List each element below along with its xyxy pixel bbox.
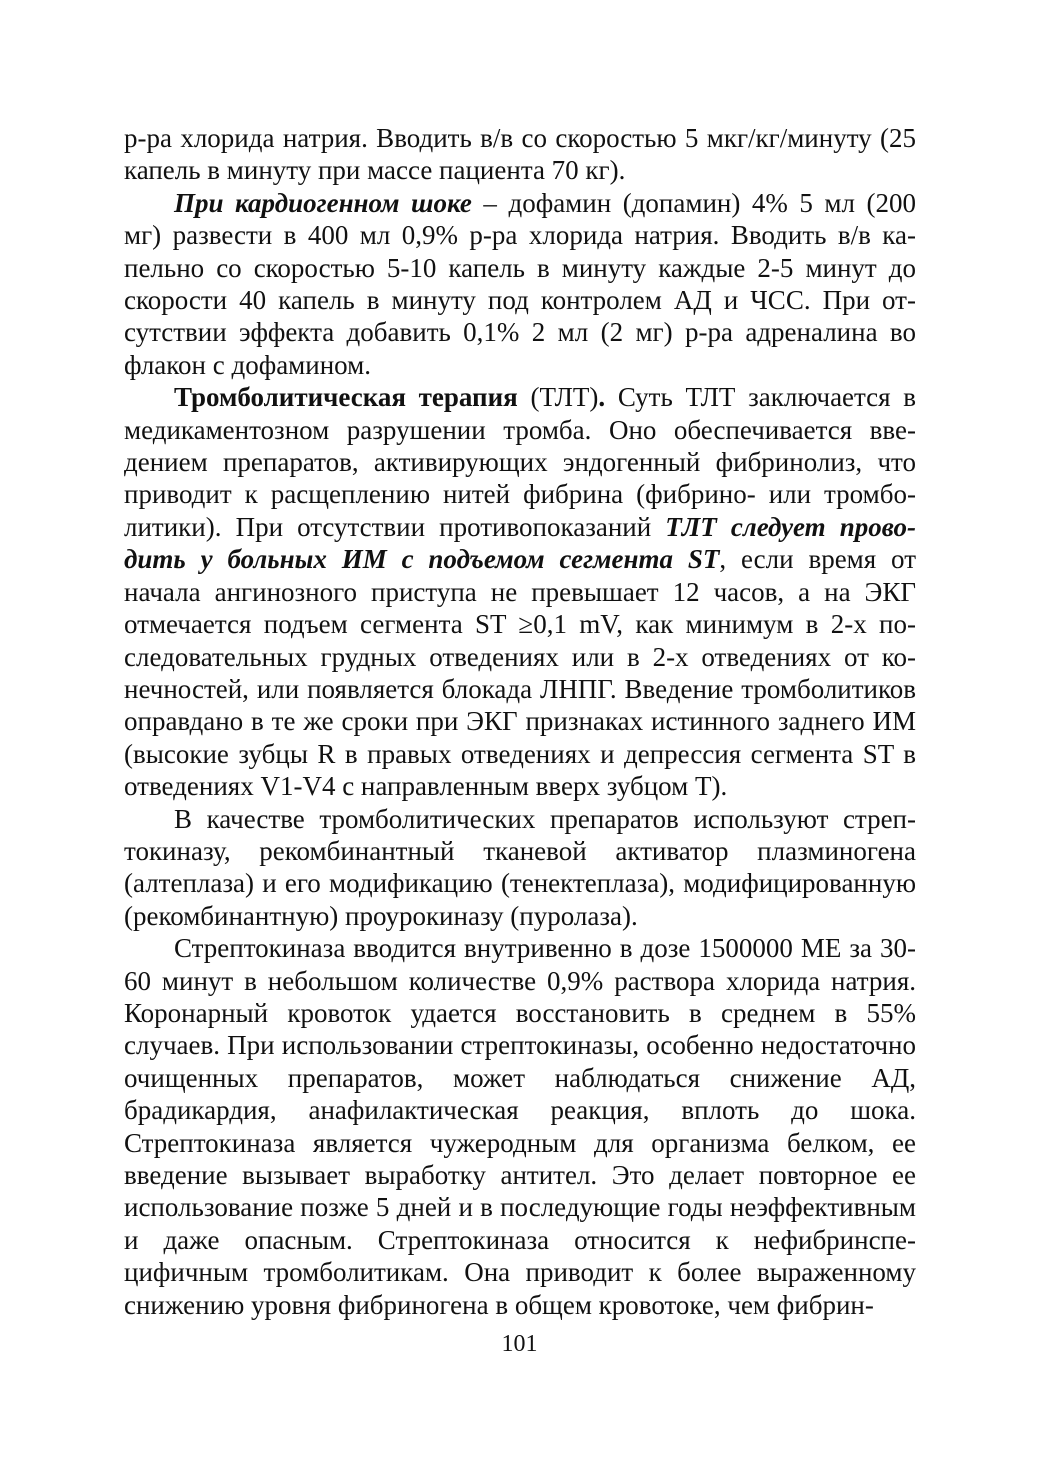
- body-text: [124, 122, 916, 1321]
- abbreviation: (ТЛТ): [517, 382, 599, 413]
- paragraph-streptokinase: [124, 932, 916, 1321]
- paragraph-thrombolytic-drugs: [124, 803, 916, 933]
- emphasis-heading: При кардиогенном шоке: [174, 187, 472, 218]
- paragraph-continuation: [124, 122, 916, 187]
- bold-period: .: [598, 382, 606, 413]
- paragraph-text: Суть ТЛТ заключается в медикаментозном разрушении тромба. Оно обеспечивается введением препаратов, активирующих эндогенный фибринолиз, что приводит к расщеплению нитей фибрина (фибрино- или тромболитики). При отсутствии противопоказаний: [124, 382, 916, 542]
- page-number: 101: [501, 1331, 538, 1357]
- emphasis-statement: ТЛТ следует проводить у больных ИМ с подъемом сегмента ST: [124, 511, 916, 575]
- paragraph-text: – дофамин (допамин) 4% 5 мл (200 мг) развести в 400 мл 0,9% р-ра хлорида натрия. Вводить в/в капельно со скоростью 5-10 капель в минуту каждые 2-5 минут до скорости 40 капель в минуту под контролем АД и ЧСС. При отсутствии эффекта добавить 0,1% 2 мл (2 мг) р-ра адреналина во флакон с дофамином.: [124, 187, 916, 380]
- paragraph-text: В качестве тромболитических препаратов используют стрептокиназу, рекомбинантный тканевой активатор плазминогена (алтеплаза) и его модификацию (тенектеплаза), модифицированную (рекомбинантную) проурокиназу (пуролаза).: [124, 803, 916, 931]
- section-term-heading: Тромболитическая терапия: [174, 382, 518, 413]
- paragraph-cardiogenic-shock: [124, 187, 916, 381]
- paragraph-text: р-ра хлорида натрия. Вводить в/в со скоростью 5 мкг/кг/минуту (25 капель в минуту при массе пациента 70 кг).: [124, 123, 916, 186]
- paragraph-text: , если время от начала ангинозного приступа не превышает 12 часов, а на ЭКГ отмечается подъем сегмента ST ≥0,1 mV, как минимум в 2-х последовательных грудных отведениях или в 2-х отведениях от конечностей, или появляется блокада ЛНПГ. Введение тромболитиков оправдано в те же сроки при ЭКГ признаках истинного заднего ИМ (высокие зубцы R в правых отведениях и депрессия сегмента ST в отведениях V1-V4 с направленным вверх зубцом Т).: [124, 544, 916, 802]
- paragraph-thrombolytic-therapy: [124, 381, 916, 802]
- paragraph-text: Стрептокиназа вводится внутривенно в дозе 1500000 МЕ за 30-60 минут в небольшом количестве 0,9% раствора хлорида натрия. Коронарный кровоток удается восстановить в среднем в 55% случаев. При использовании стрептокиназы, особенно недостаточно очищенных препаратов, может наблюдаться снижение АД, брадикардия, анафилактическая реакция, вплоть до шока. Стрептокиназа является чужеродным для организма белком, ее введение вызывает выработку антител. Это делает повторное ее использование позже 5 дней и в последующие годы неэффективным и даже опасным. Стрептокиназа относится к нефибринспецифичным тромболитикам. Она приводит к более выраженному снижению уровня фибриногена в общем кровотоке, чем фибрин-: [124, 933, 916, 1320]
